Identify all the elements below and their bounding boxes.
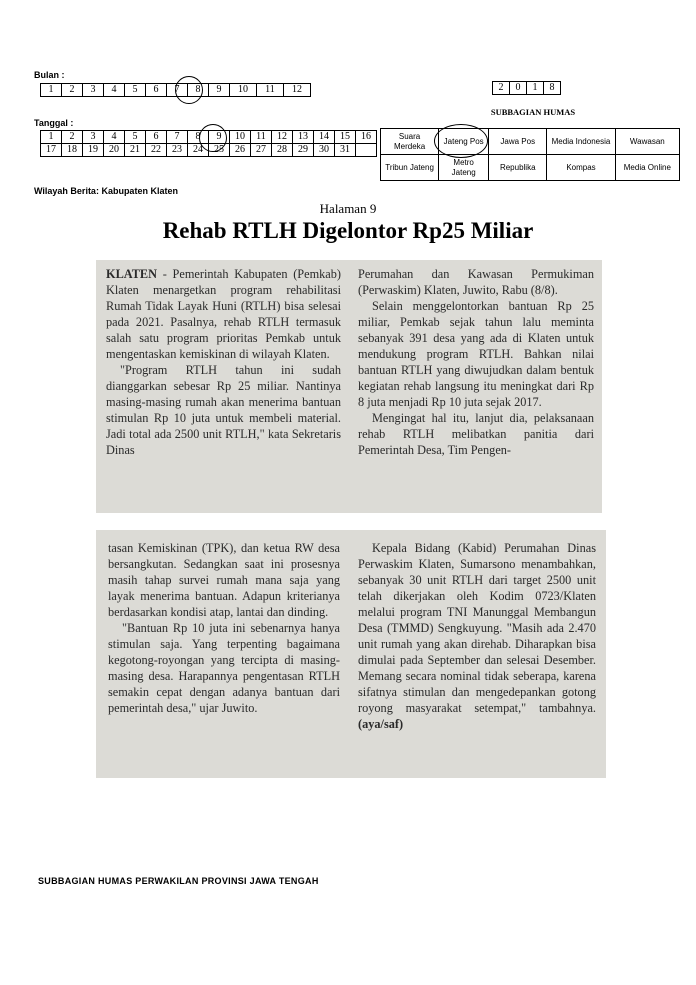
media-cell: Metro Jateng [439, 155, 489, 181]
article-column [106, 266, 341, 458]
dateline: KLATEN [106, 267, 158, 281]
media-cell: Wawasan [615, 129, 679, 155]
media-cell: Jawa Pos [489, 129, 547, 155]
tanggal-cell: 27 [251, 144, 272, 157]
tanggal-cell: 6 [146, 131, 167, 144]
tanggal-cell: 25 [209, 144, 230, 157]
tahun-grid [492, 81, 561, 95]
tanggal-cell: 1 [41, 131, 62, 144]
tanggal-cell: 21 [125, 144, 146, 157]
article-column [358, 266, 594, 458]
paragraph: tasan Kemiskinan (TPK), dan ketua RW desa bersangkutan. Sedangkan saat ini prosesnya masih tahap survei rumah mana saja yang layak menerima bantuan. Adapun kriterianya berdasarkan kondisi atap, lantai dan dinding. [108, 541, 340, 619]
bulan-cell: 8 [188, 84, 209, 97]
tanggal-label: Tanggal : [34, 118, 74, 128]
media-selected-circle [434, 124, 488, 158]
media-cell: Tribun Jateng [381, 155, 439, 181]
tanggal-cell: 23 [167, 144, 188, 157]
media-table [380, 128, 680, 181]
paragraph-text: Kepala Bidang (Kabid) Perumahan Dinas Perwaskim Klaten, Sumarsono menambahkan, sebanyak 30 unit RTLH dari target 2500 unit telah dikerjakan oleh Kodim 0723/Klaten melalui program TNI Manunggal Membangun Desa (TMMD) Sengkuyung. "Masih ada 2.470 unit rumah yang akan direhab. Diharapkan bisa dimulai pada September dan selesai Desember. Memang secara nominal tidak seberapa, karena sifatnya stimulan dan mengedepankan gotong royong masyarakat setempat," tambahnya. [358, 541, 596, 715]
article-column [358, 540, 596, 732]
article-column [108, 540, 340, 716]
tanggal-cell: 16 [356, 131, 377, 144]
tanggal-cell: 5 [125, 131, 146, 144]
tanggal-cell: 12 [272, 131, 293, 144]
media-cell: Suara Merdeka [381, 129, 439, 155]
bulan-cell: 6 [146, 84, 167, 97]
tanggal-cell: 2 [62, 131, 83, 144]
bulan-cell: 12 [284, 84, 311, 97]
halaman-label: Halaman 9 [319, 201, 377, 216]
tanggal-cell: 10 [230, 131, 251, 144]
article-clip-1 [96, 260, 602, 513]
tanggal-cell: 9 [209, 131, 230, 144]
tanggal-cell: 3 [83, 131, 104, 144]
bulan-cell: 1 [41, 84, 62, 97]
tanggal-cell: 13 [293, 131, 314, 144]
bulan-cell: 5 [125, 84, 146, 97]
paragraph [106, 266, 341, 362]
bulan-cell: 9 [209, 84, 230, 97]
paragraph: Selain menggelontorkan bantuan Rp 25 miliar, Pemkab sejak tahun lalu meminta sebanyak 391 desa yang ada di Klaten untuk mendukung program RTLH. Bahkan nilai bantuan RTLH yang diwujudkan dalam bentuk kegiatan rehab langsung itu meningkat dari Rp 8 juta menjadi Rp 10 juta sejak 2017. [358, 299, 594, 409]
headline: Rehab RTLH Digelontor Rp25 Miliar [162, 218, 534, 243]
paragraph: Perumahan dan Kawasan Permukiman (Perwaskim) Klaten, Juwito, Rabu (8/8). [358, 267, 594, 297]
bulan-cell: 7 [167, 84, 188, 97]
tanggal-cell: 18 [62, 144, 83, 157]
footer-label: SUBBAGIAN HUMAS PERWAKILAN PROVINSI JAWA TENGAH [38, 876, 319, 886]
media-cell: Republika [489, 155, 547, 181]
paragraph [358, 540, 596, 732]
tanggal-cell: 31 [335, 144, 356, 157]
media-cell: Jateng Pos [439, 129, 489, 155]
bulan-cell: 2 [62, 84, 83, 97]
bulan-cell: 3 [83, 84, 104, 97]
byline-credit: (aya/saf) [358, 717, 404, 731]
bulan-cell: 10 [230, 84, 257, 97]
tanggal-cell: 28 [272, 144, 293, 157]
tanggal-cell: 19 [83, 144, 104, 157]
tanggal-cell: 20 [104, 144, 125, 157]
article-clip-2 [96, 530, 606, 778]
tanggal-cell: 17 [41, 144, 62, 157]
tanggal-cell: 15 [335, 131, 356, 144]
tanggal-cell: 29 [293, 144, 314, 157]
bulan-cell: 11 [257, 84, 284, 97]
tanggal-cell: 11 [251, 131, 272, 144]
tanggal-cell: 14 [314, 131, 335, 144]
bulan-label: Bulan : [34, 70, 65, 80]
tahun-digit: 1 [527, 82, 544, 95]
tanggal-cell: 26 [230, 144, 251, 157]
paragraph: "Bantuan Rp 10 juta ini sebenarnya hanya stimulan saja. Yang terpenting bagaimana kegotong-royongan yang tercipta di masing-masing desa. Harapannya pengentasan RTLH semakin cepat dengan adanya bantuan dari pemerintah desa," ujar Juwito. [108, 621, 340, 715]
paragraph: "Program RTLH tahun ini sudah dianggarkan sebesar Rp 25 miliar. Nantinya masing-masing rumah akan menerima bantuan stimulan Rp 10 juta untuk membeli material. Jadi total ada 2500 unit RTLH," kata Sekretaris Dinas [106, 363, 341, 457]
unit-label: SUBBAGIAN HUMAS [490, 107, 576, 117]
tanggal-cell: 4 [104, 131, 125, 144]
media-cell: Media Online [615, 155, 679, 181]
media-cell: Media Indonesia [547, 129, 615, 155]
tanggal-cell: 7 [167, 131, 188, 144]
paragraph: Mengingat hal itu, lanjut dia, pelaksanaan rehab RTLH melibatkan panitia dari Pemerintah Desa, Tim Pengen- [358, 411, 594, 457]
tahun-digit: 0 [510, 82, 527, 95]
tanggal-cell: 22 [146, 144, 167, 157]
tanggal-cell [356, 144, 377, 157]
paragraph-text: - Pemerintah Kabupaten (Pemkab) Klaten menargetkan program rehabilitasi Rumah Tidak Layak Huni (RTLH) bisa selesai pada 2021. Pasalnya, rehab RTLH termasuk salah satu program prioritas Pemkab untuk mengentaskan kemiskinan di wilayah Klaten. [106, 267, 341, 361]
tahun-digit: 8 [544, 82, 561, 95]
tahun-digit: 2 [493, 82, 510, 95]
tanggal-cell: 24 [188, 144, 209, 157]
media-cell: Kompas [547, 155, 615, 181]
wilayah-label: Wilayah Berita: Kabupaten Klaten [34, 186, 178, 196]
tanggal-cell: 8 [188, 131, 209, 144]
tanggal-cell: 30 [314, 144, 335, 157]
tanggal-selected-circle [199, 124, 227, 152]
bulan-selected-circle [175, 76, 203, 104]
bulan-cell: 4 [104, 84, 125, 97]
